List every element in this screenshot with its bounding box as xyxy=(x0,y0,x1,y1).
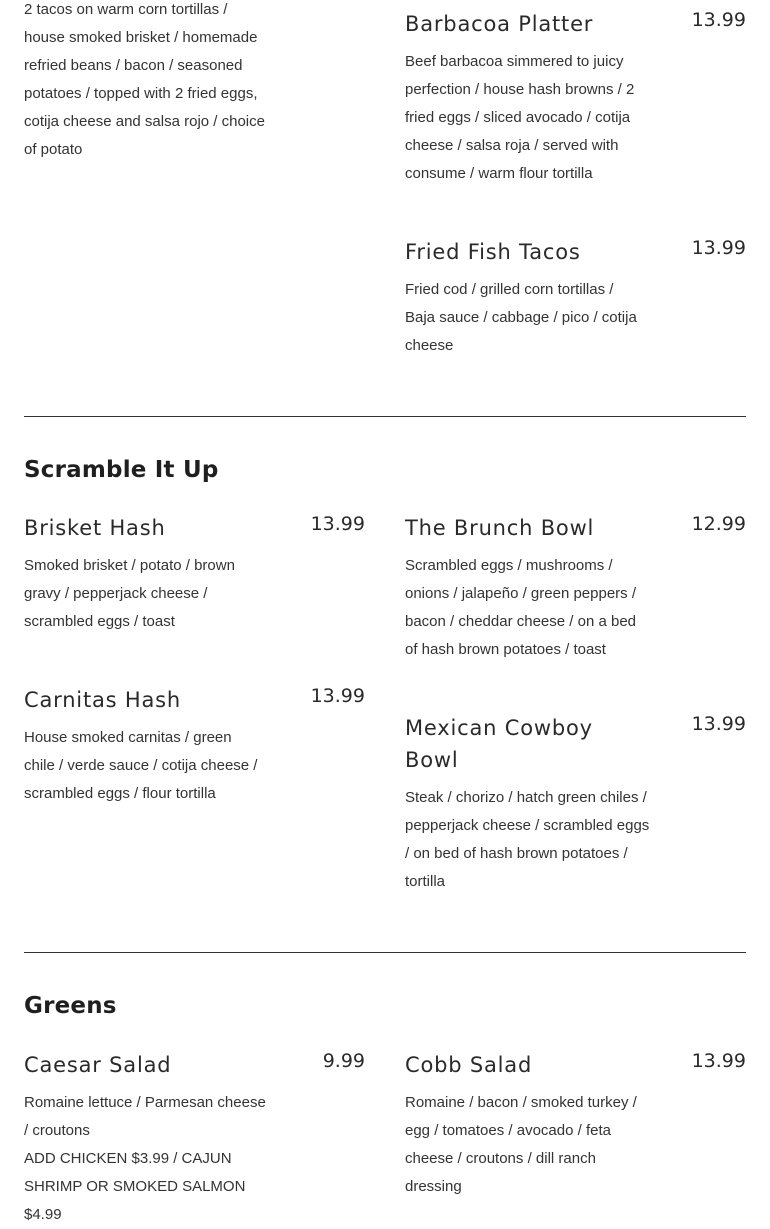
item-name: Barbacoa Platter xyxy=(405,12,594,36)
item-description: Scrambled eggs / mushrooms / onions / jalapeño / green peppers / bacon / cheddar cheese / on a bed of hash brown potatoes / toast xyxy=(405,557,637,658)
item-name: Cobb Salad xyxy=(405,1053,533,1077)
item-price: 13.99 xyxy=(310,513,365,535)
item-price: 13.99 xyxy=(691,1050,746,1072)
item-description: 2 tacos on warm corn tortillas / house smoked brisket / homemade refried beans / bacon / seasoned potatoes / topped with 2 fried eggs, cotija cheese and salsa rojo / choice of potato xyxy=(24,1,265,158)
menu-item-fried-fish-tacos xyxy=(405,236,746,366)
menu-item-brisket-tacos-platter xyxy=(24,0,365,170)
menu-item-brunch-bowl xyxy=(405,512,746,672)
item-name: Mexican Cowboy Bowl xyxy=(405,716,593,772)
section-divider xyxy=(24,952,746,953)
menu-item-brisket-hash xyxy=(24,512,365,642)
section-title-scramble: Scramble It Up xyxy=(24,457,219,483)
menu-item-cobb-salad xyxy=(405,1049,746,1203)
item-price: 13.99 xyxy=(691,237,746,259)
item-price: 12.99 xyxy=(691,513,746,535)
item-description: Fried cod / grilled corn tortillas / Baja sauce / cabbage / pico / cotija cheese xyxy=(405,281,637,354)
item-description: Romaine / bacon / smoked turkey / egg / tomatoes / avocado / feta cheese / croutons / dill ranch dressing xyxy=(405,1094,637,1195)
item-description xyxy=(24,1089,274,1229)
item-price: 9.99 xyxy=(322,1050,365,1072)
item-addons: ADD CHICKEN $3.99 / CAJUN SHRIMP OR SMOKED SALMON $4.99 xyxy=(24,1150,246,1223)
item-price: 13.99 xyxy=(691,9,746,31)
menu-item-barbacoa-platter xyxy=(405,8,746,188)
item-description: House smoked carnitas / green chile / verde sauce / cotija cheese / scrambled eggs / flour tortilla xyxy=(24,729,258,802)
menu-item-carnitas-hash xyxy=(24,684,365,814)
item-description: Beef barbacoa simmered to juicy perfection / house hash browns / 2 fried eggs / sliced avocado / cotija cheese / salsa roja / served with consume / warm flour tortilla xyxy=(405,53,635,182)
item-name: Carnitas Hash xyxy=(24,688,181,712)
section-divider xyxy=(24,416,746,417)
item-name: Brisket Hash xyxy=(24,516,166,540)
item-name: Fried Fish Tacos xyxy=(405,240,581,264)
item-description-text: Romaine lettuce / Parmesan cheese / croutons xyxy=(24,1094,266,1139)
item-name: Caesar Salad xyxy=(24,1053,172,1077)
menu-item-caesar-salad xyxy=(24,1049,365,1223)
item-description: Steak / chorizo / hatch green chiles / pepperjack cheese / scrambled eggs / on bed of hash brown potatoes / tortilla xyxy=(405,789,650,890)
section-title-greens: Greens xyxy=(24,993,117,1019)
item-description: Smoked brisket / potato / brown gravy / pepperjack cheese / scrambled eggs / toast xyxy=(24,557,235,630)
item-name: The Brunch Bowl xyxy=(405,516,595,540)
item-price: 13.99 xyxy=(691,713,746,735)
item-price: 13.99 xyxy=(310,685,365,707)
menu-item-mexican-cowboy-bowl xyxy=(405,712,746,902)
